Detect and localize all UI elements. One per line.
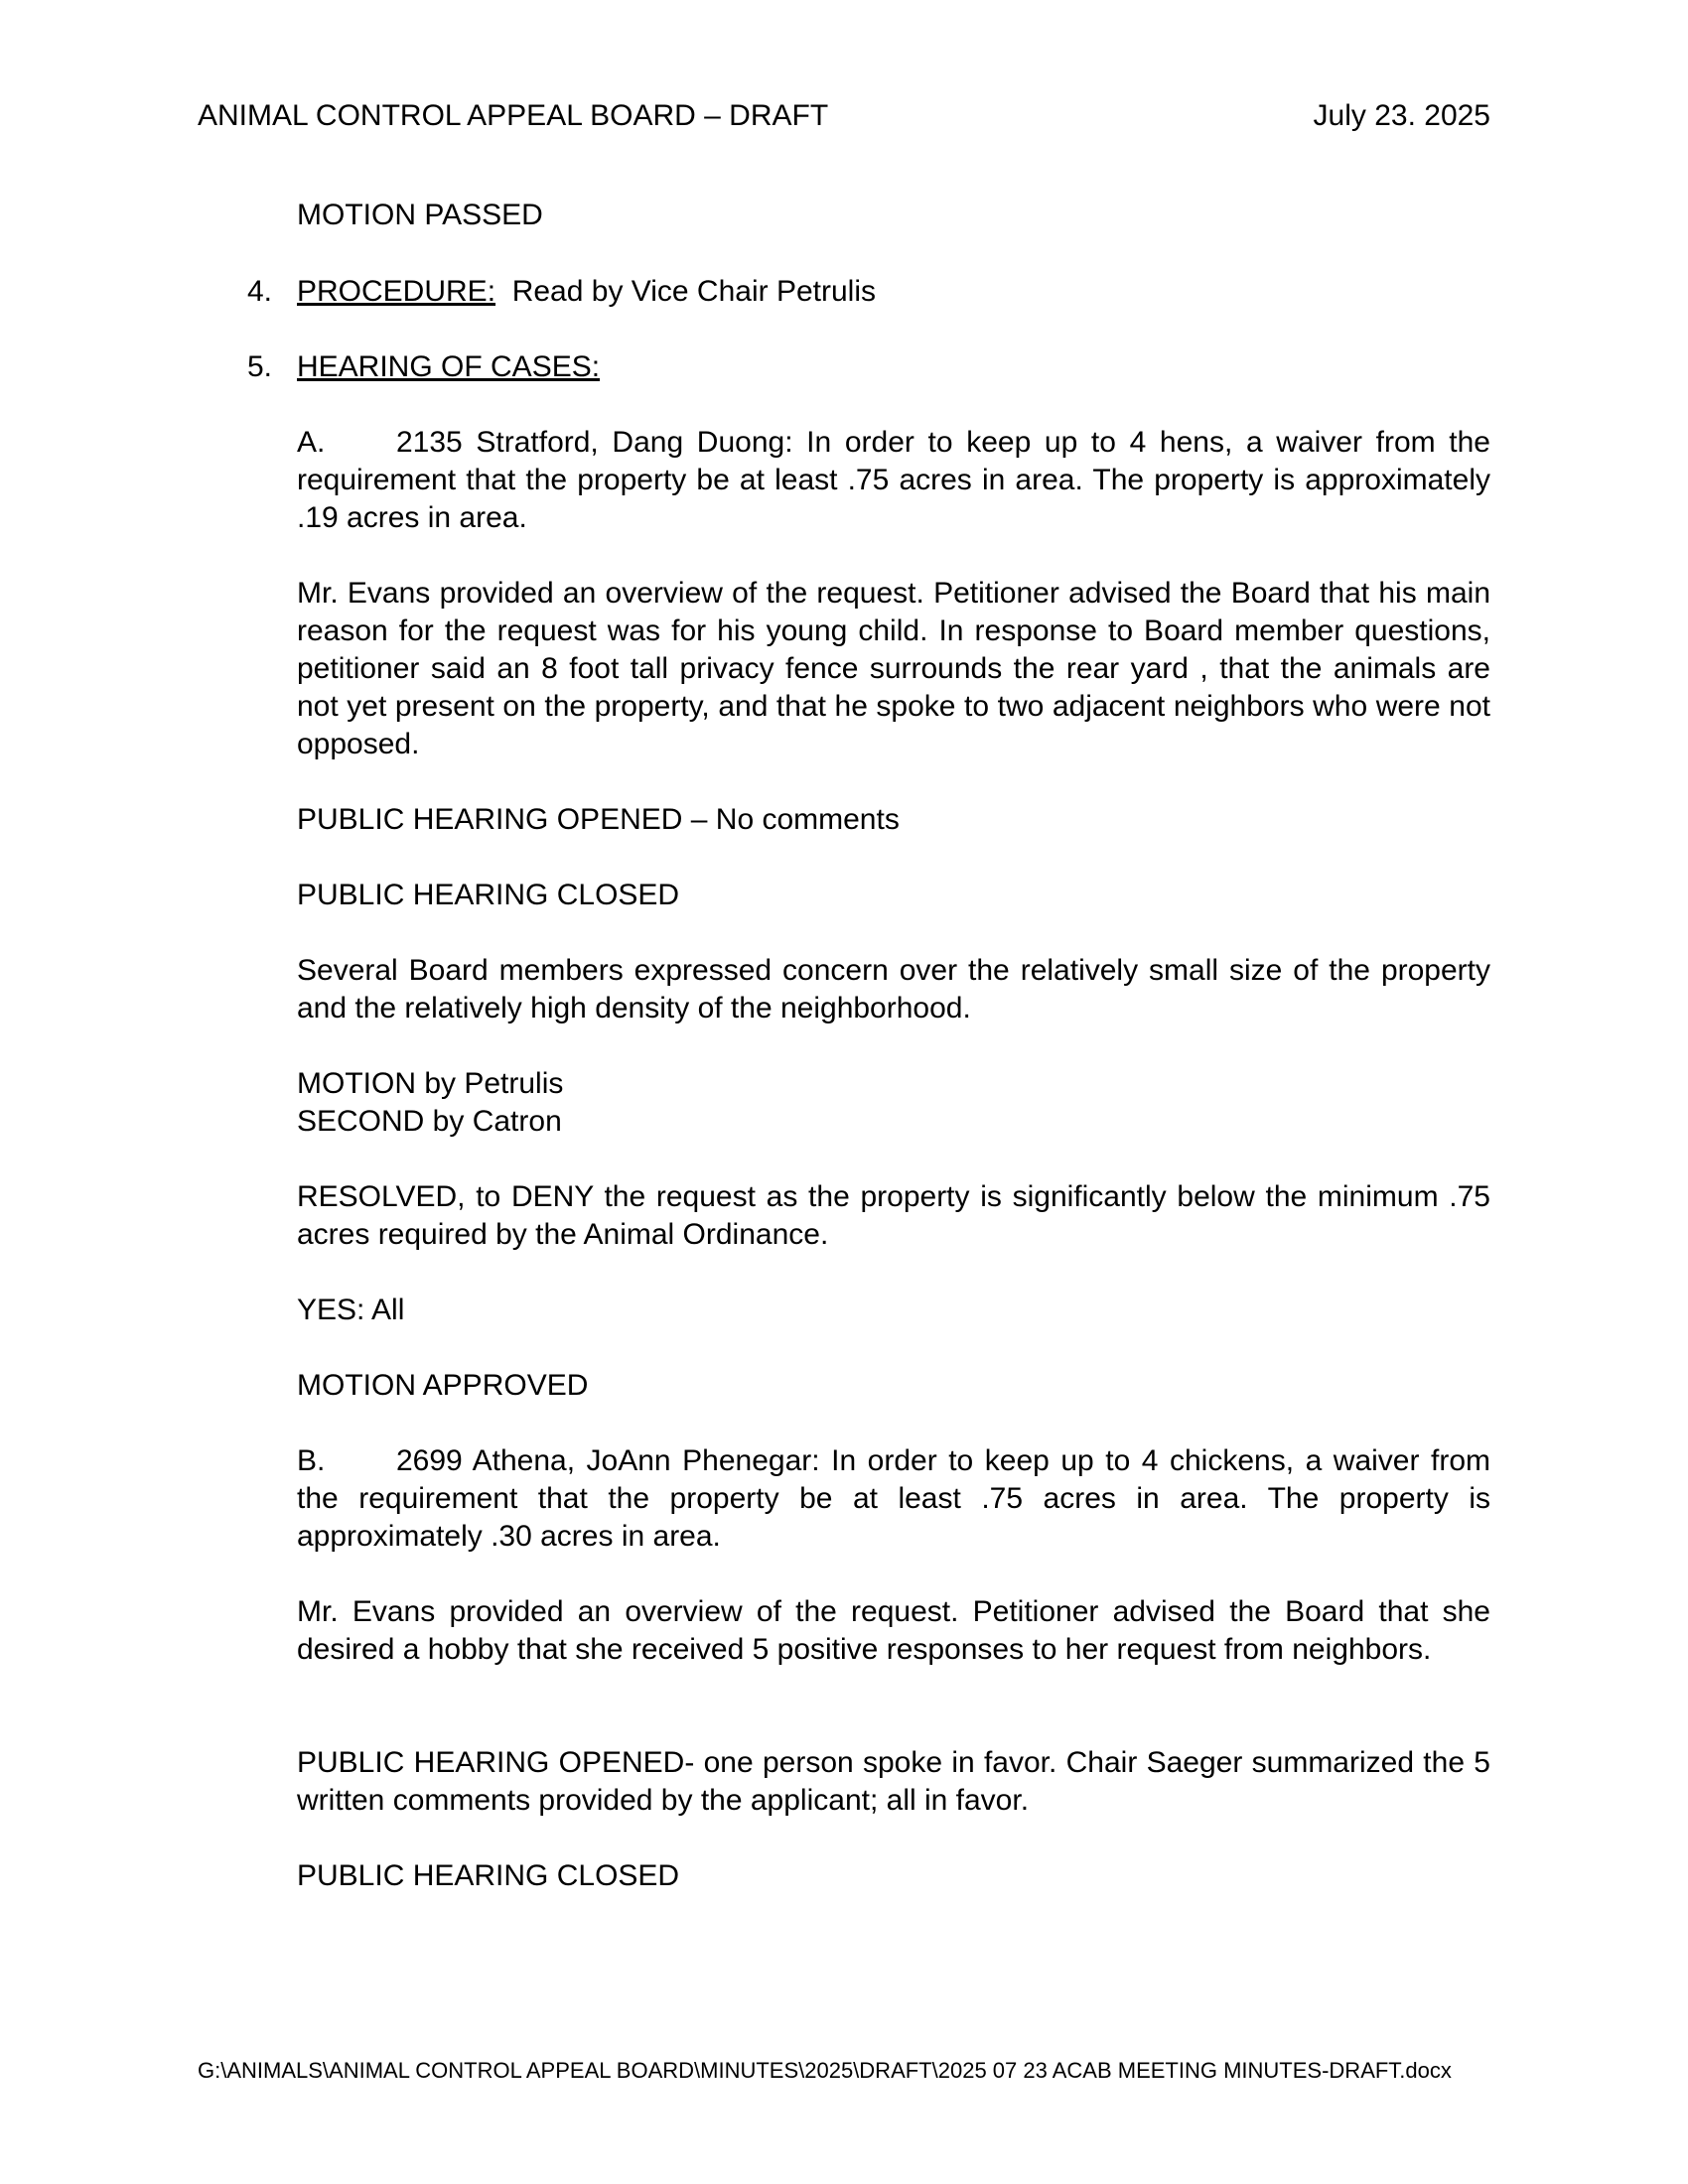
case-a-hearing-closed: PUBLIC HEARING CLOSED <box>297 879 680 911</box>
case-a-vote: YES: All <box>297 1294 405 1326</box>
item-heading: PROCEDURE: <box>297 275 496 308</box>
case-a-motion: MOTION by Petrulis <box>297 1067 564 1100</box>
item-procedure <box>247 273 876 311</box>
item-text: Read by Vice Chair Petrulis <box>511 275 876 308</box>
case-a-description <box>297 424 1490 537</box>
case-a-second: SECOND by Catron <box>297 1105 562 1138</box>
item-number: 4. <box>247 275 273 308</box>
file-path-footer: G:\ANIMALS\ANIMAL CONTROL APPEAL BOARD\MINUTES\2025\DRAFT\2025 07 23 ACAB MEETING MINUTES-DRAFT.docx <box>198 2058 1452 2083</box>
header-title: ANIMAL CONTROL APPEAL BOARD – DRAFT <box>198 99 829 132</box>
case-a-overview: Mr. Evans provided an overview of the request. Petitioner advised the Board that his main reason for the request was for his young child. In response to Board member questions, petitioner said an 8 foot tall privacy fence surrounds the rear yard , that the animals are not yet present on the property, and that he spoke to two adjacent neighbors who were not opposed. <box>297 577 1490 760</box>
case-a-hearing-opened: PUBLIC HEARING OPENED – No comments <box>297 803 900 836</box>
page-header <box>198 97 1490 135</box>
case-b-hearing-opened: PUBLIC HEARING OPENED- one person spoke in favor. Chair Saeger summarized the 5 written comments provided by the applicant; all in favor. <box>297 1746 1490 1817</box>
case-b-description <box>297 1442 1490 1556</box>
item-hearing-of-cases <box>247 348 600 386</box>
item-heading: HEARING OF CASES: <box>297 350 601 383</box>
case-letter: B. <box>297 1444 326 1477</box>
case-a-result: MOTION APPROVED <box>297 1369 589 1402</box>
case-letter: A. <box>297 426 326 459</box>
header-date: July 23. 2025 <box>1313 99 1490 132</box>
item-number: 5. <box>247 350 273 383</box>
case-text: 2699 Athena, JoAnn Phenegar: In order to keep up to 4 chickens, a waiver from the requirement that the property be at least .75 acres in area. The property is approximately .30 acres in area. <box>297 1444 1490 1553</box>
case-a-resolved: RESOLVED, to DENY the request as the property is significantly below the minimum .75 acres required by the Animal Ordinance. <box>297 1180 1490 1251</box>
case-a-discussion: Several Board members expressed concern over the relatively small size of the property and the relatively high density of the neighborhood. <box>297 954 1490 1024</box>
case-b-overview: Mr. Evans provided an overview of the request. Petitioner advised the Board that she desired a hobby that she received 5 positive responses to her request from neighbors. <box>297 1595 1490 1666</box>
case-b-hearing-closed: PUBLIC HEARING CLOSED <box>297 1859 680 1892</box>
motion-passed: MOTION PASSED <box>297 199 543 231</box>
case-text: 2135 Stratford, Dang Duong: In order to keep up to 4 hens, a waiver from the requirement that the property be at least .75 acres in area. The property is approximately .19 acres in area. <box>297 426 1490 534</box>
